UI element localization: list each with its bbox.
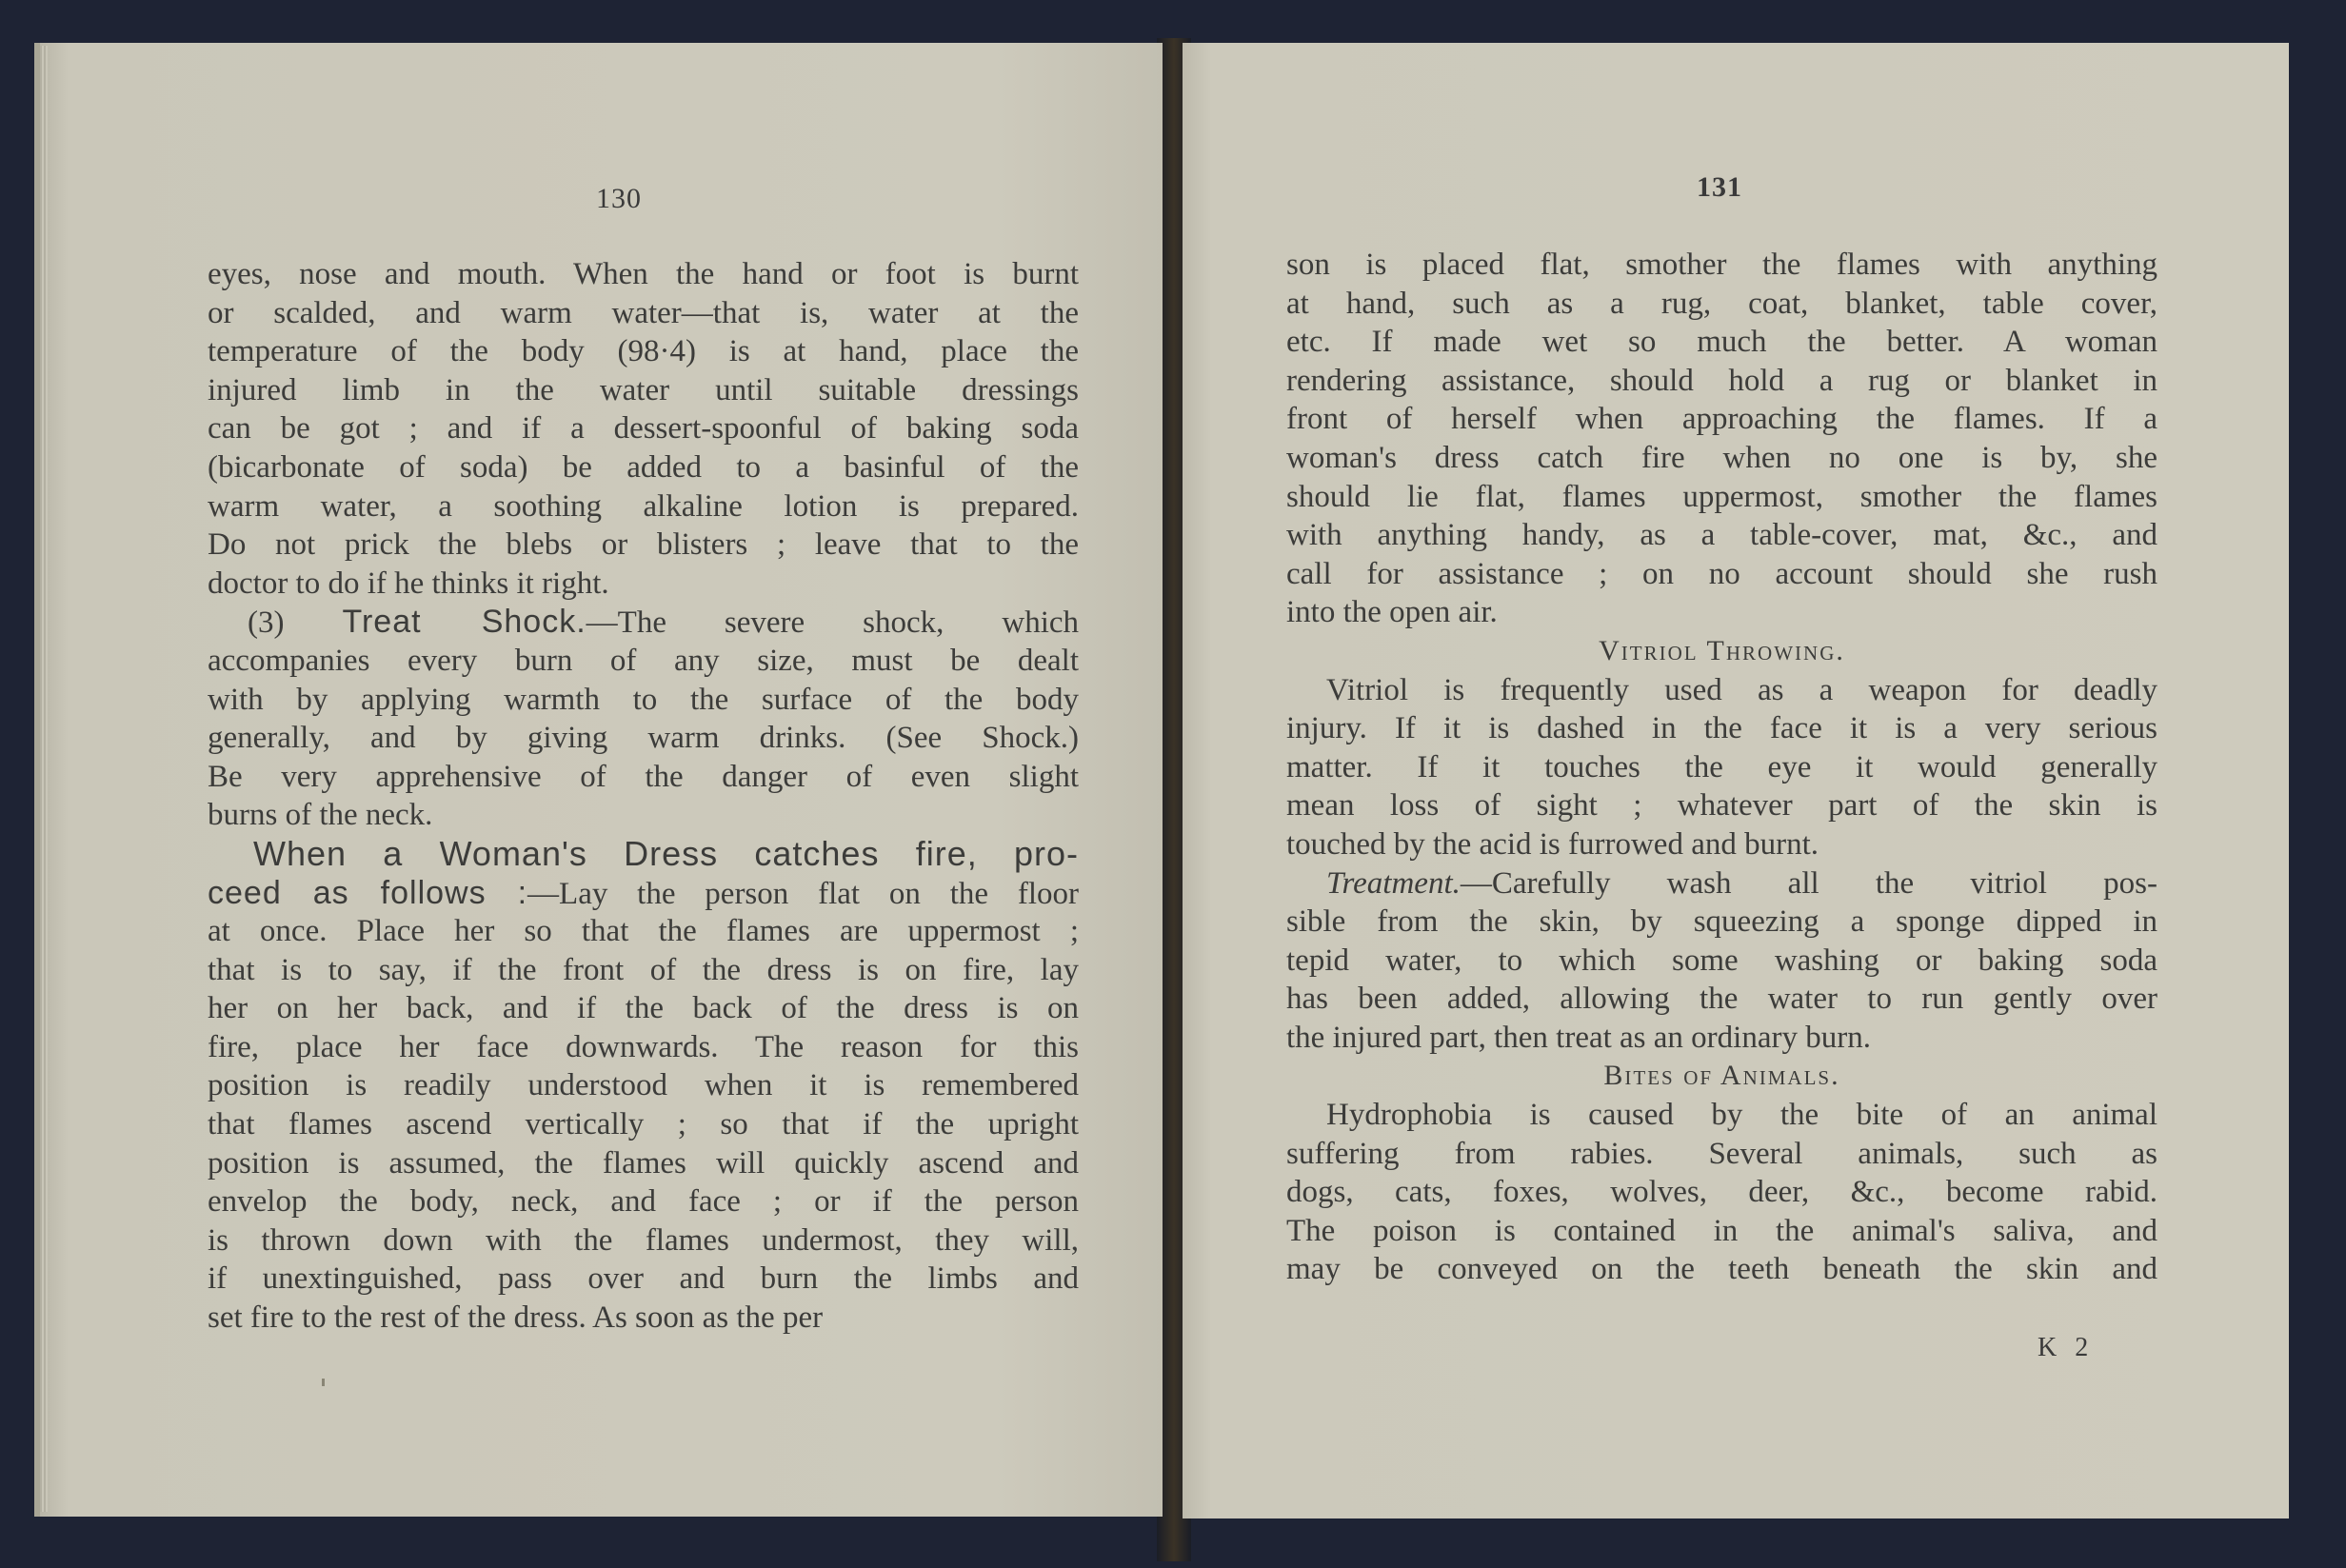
text-line: fire, place her face downwards. The reason for this (208, 1029, 1079, 1064)
dress-heading: When a Woman's Dress catches fire, pro- (253, 834, 1079, 873)
print-mark (322, 1379, 325, 1386)
text-line: touched by the acid is furrowed and burnt. (1286, 826, 1819, 862)
text-line: with anything handy, as a table-cover, mat, &c., and (1286, 518, 2157, 553)
text-line: if unextinguished, pass over and burn the limbs and (208, 1261, 1079, 1297)
text-line: at hand, such as a rug, coat, blanket, table cover, (1286, 286, 2157, 321)
text-line: may be conveyed on the teeth beneath the skin and (1286, 1252, 2157, 1287)
text-line: doctor to do if he thinks it right. (208, 566, 609, 601)
page-number-right: 131 (1697, 171, 1742, 203)
text-line: eyes, nose and mouth. When the hand or foot is burnt (208, 257, 1079, 291)
text-line: temperature of the body (98·4) is at hand, place the (208, 334, 1079, 369)
dress-heading-line (208, 874, 1079, 913)
text-line: front of herself when approaching the flames. If a (1286, 402, 2157, 437)
text-line: woman's dress catch fire when no one is by, she (1286, 440, 2157, 475)
treatment-line (1286, 864, 2157, 903)
text-line: suffering from rabies. Several animals, such as (1286, 1136, 2157, 1171)
text-line: matter. If it touches the eye it would generally (1286, 749, 2157, 784)
text-line: Hydrophobia is caused by the bite of an animal (1326, 1098, 2157, 1133)
bites-heading: Bites of Animals. (1603, 1060, 1840, 1092)
text-line: her on her back, and if the back of the dress is on (208, 991, 1079, 1026)
text-line: Be very apprehensive of the danger of even slight (208, 759, 1079, 794)
text-line: into the open air. (1286, 595, 1498, 630)
text-line: mean loss of sight ; whatever part of the skin is (1286, 788, 2157, 824)
text-line: sible from the skin, by squeezing a sponge dipped in (1286, 904, 2157, 940)
text-line: can be got ; and if a dessert-spoonful of baking soda (208, 411, 1079, 447)
left-page-text (208, 255, 1079, 1338)
treatment-label: Treatment. (1326, 865, 1461, 901)
text-line: son is placed flat, smother the flames with anything (1286, 248, 2157, 282)
text-line: envelop the body, neck, and face ; or if the person (208, 1184, 1079, 1220)
text-line: Vitriol is frequently used as a weapon for deadly (1326, 672, 2157, 707)
text-line: should lie flat, flames uppermost, smother the flames (1286, 479, 2157, 514)
text-line: is thrown down with the flames undermost, they will, (208, 1222, 1079, 1258)
vitriol-heading: Vitriol Throwing. (1599, 634, 1845, 666)
text-line: etc. If made wet so much the better. A woman (1286, 325, 2157, 360)
text-line: injured limb in the water until suitable dressings (208, 372, 1079, 407)
signature-mark: K 2 (2038, 1333, 2095, 1362)
text-line: position is assumed, the flames will quickly ascend and (208, 1145, 1079, 1181)
right-page-text (1286, 246, 2157, 1289)
shock-heading: Treat Shock. (342, 604, 586, 641)
text-line: rendering assistance, should hold a rug or blanket in (1286, 363, 2157, 398)
text-line: the injured part, then treat as an ordinary burn. (1286, 1020, 1871, 1055)
text-line: burns of the neck. (208, 798, 433, 833)
text-line: accompanies every burn of any size, must be dealt (208, 643, 1079, 678)
text-line: generally, and by giving warm drinks. (See Shock.) (208, 721, 1079, 756)
text-line: that flames ascend vertically ; so that if the upright (208, 1107, 1079, 1142)
text-line: injury. If it is dashed in the face it is a very serious (1286, 711, 2157, 746)
shock-number: (3) (248, 605, 285, 641)
text-line: Do not prick the blebs or blisters ; leave that to the (208, 527, 1079, 563)
text-line: (bicarbonate of soda) be added to a basinful of the (208, 449, 1079, 485)
shock-heading-line (208, 603, 1079, 642)
text-line: warm water, a soothing alkaline lotion is prepared. (208, 488, 1079, 524)
text-line: that is to say, if the front of the dress is on fire, lay (208, 952, 1079, 987)
text-line: —The severe shock, which (586, 605, 1079, 641)
text-line: with by applying warmth to the surface of the body (208, 682, 1079, 717)
dress-heading-continued: ceed as follows : (208, 874, 528, 911)
text-line: position is readily understood when it is remembered (208, 1068, 1079, 1103)
text-line: tepid water, to which some washing or baking soda (1286, 943, 2157, 978)
text-line: call for assistance ; on no account should she rush (1286, 556, 2157, 591)
text-line: The poison is contained in the animal's saliva, and (1286, 1213, 2157, 1248)
text-line: dogs, cats, foxes, wolves, deer, &c., become rabid. (1286, 1175, 2157, 1210)
text-line: —Lay the person flat on the floor (527, 876, 1079, 911)
text-line: —Carefully wash all the vitriol pos- (1460, 865, 2157, 901)
text-line: or scalded, and warm water—that is, water at the (208, 295, 1079, 330)
page-edges (40, 46, 48, 1512)
page-number-left: 130 (596, 183, 642, 214)
text-line: has been added, allowing the water to run gently over (1286, 982, 2157, 1017)
text-line: set fire to the rest of the dress. As soon as the per (208, 1300, 824, 1336)
text-line: at once. Place her so that the flames are uppermost ; (208, 914, 1079, 949)
